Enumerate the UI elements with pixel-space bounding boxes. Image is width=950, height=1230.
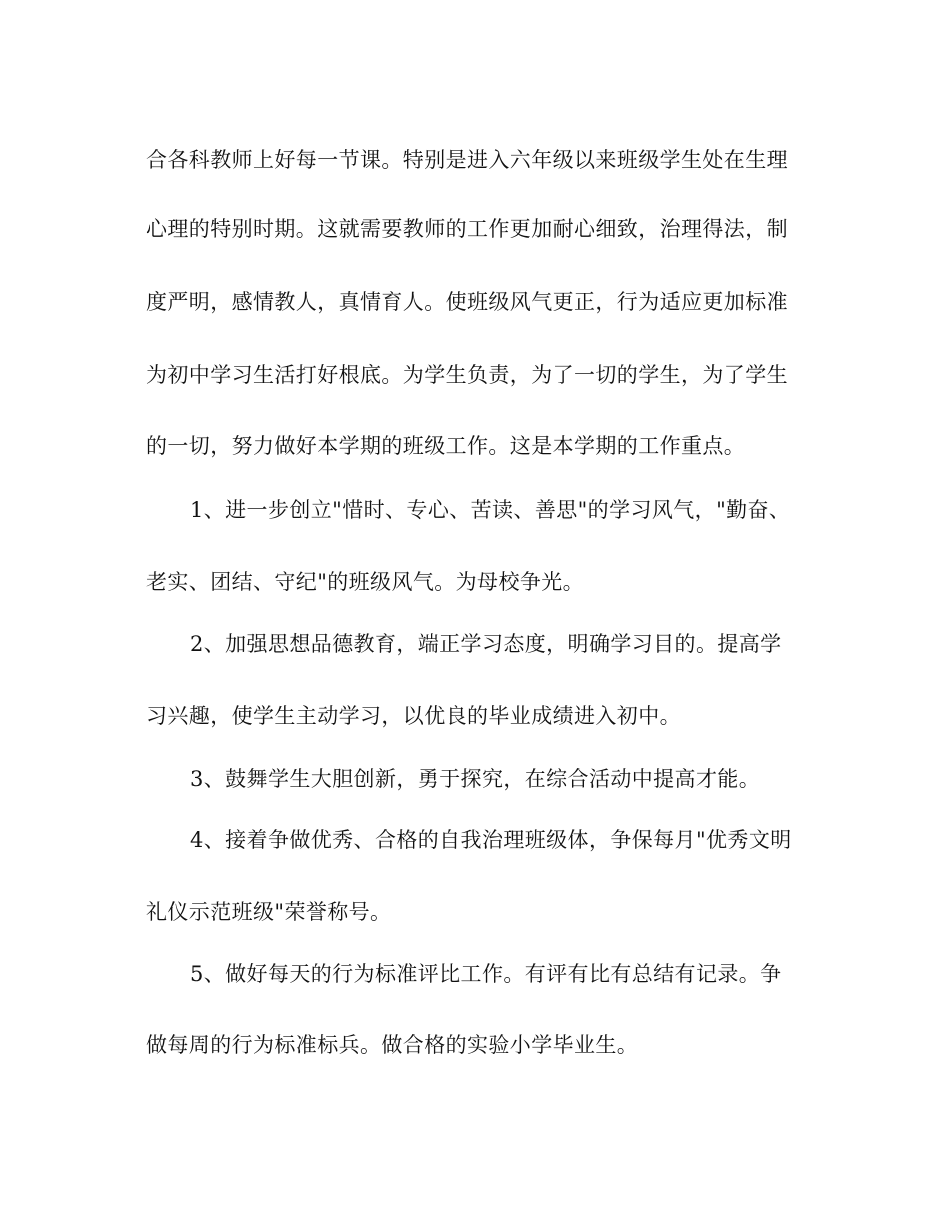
list-item-5-line-1: 5、做好每天的行为标准评比工作。有评有比有总结有记录。争 xyxy=(190,962,782,986)
text-line-1: 合各科教师上好每一节课。特别是进入六年级以来班级学生处在生理 xyxy=(146,148,788,172)
list-item-1-line-1: 1、进一步创立"惜时、专心、苦读、善思"的学习风气，"勤奋、 xyxy=(190,498,791,522)
text-line-2: 心理的特别时期。这就需要教师的工作更加耐心细致，治理得法，制 xyxy=(146,217,788,241)
list-item-2-line-1: 2、加强思想品德教育，端正学习态度，明确学习目的。提高学 xyxy=(190,632,782,656)
text-line-5: 的一切，努力做好本学期的班级工作。这是本学期的工作重点。 xyxy=(146,434,746,458)
list-item-2-line-2: 习兴趣，使学生主动学习，以优良的毕业成绩进入初中。 xyxy=(146,704,681,728)
list-item-3: 3、鼓舞学生大胆创新，勇于探究，在综合活动中提高才能。 xyxy=(190,767,761,791)
list-item-5-line-2: 做每周的行为标准标兵。做合格的实验小学毕业生。 xyxy=(146,1033,639,1057)
list-item-1-line-2: 老实、团结、守纪"的班级风气。为母校争光。 xyxy=(146,570,585,594)
text-line-4: 为初中学习生活打好根底。为学生负责，为了一切的学生，为了学生 xyxy=(146,363,788,387)
list-item-4-line-2: 礼仪示范班级"荣誉称号。 xyxy=(146,900,392,924)
list-item-4-line-1: 4、接着争做优秀、合格的自我治理班级体，争保每月"优秀文明 xyxy=(190,828,792,852)
text-line-3: 度严明，感情教人，真情育人。使班级风气更正，行为适应更加标准 xyxy=(146,290,788,314)
